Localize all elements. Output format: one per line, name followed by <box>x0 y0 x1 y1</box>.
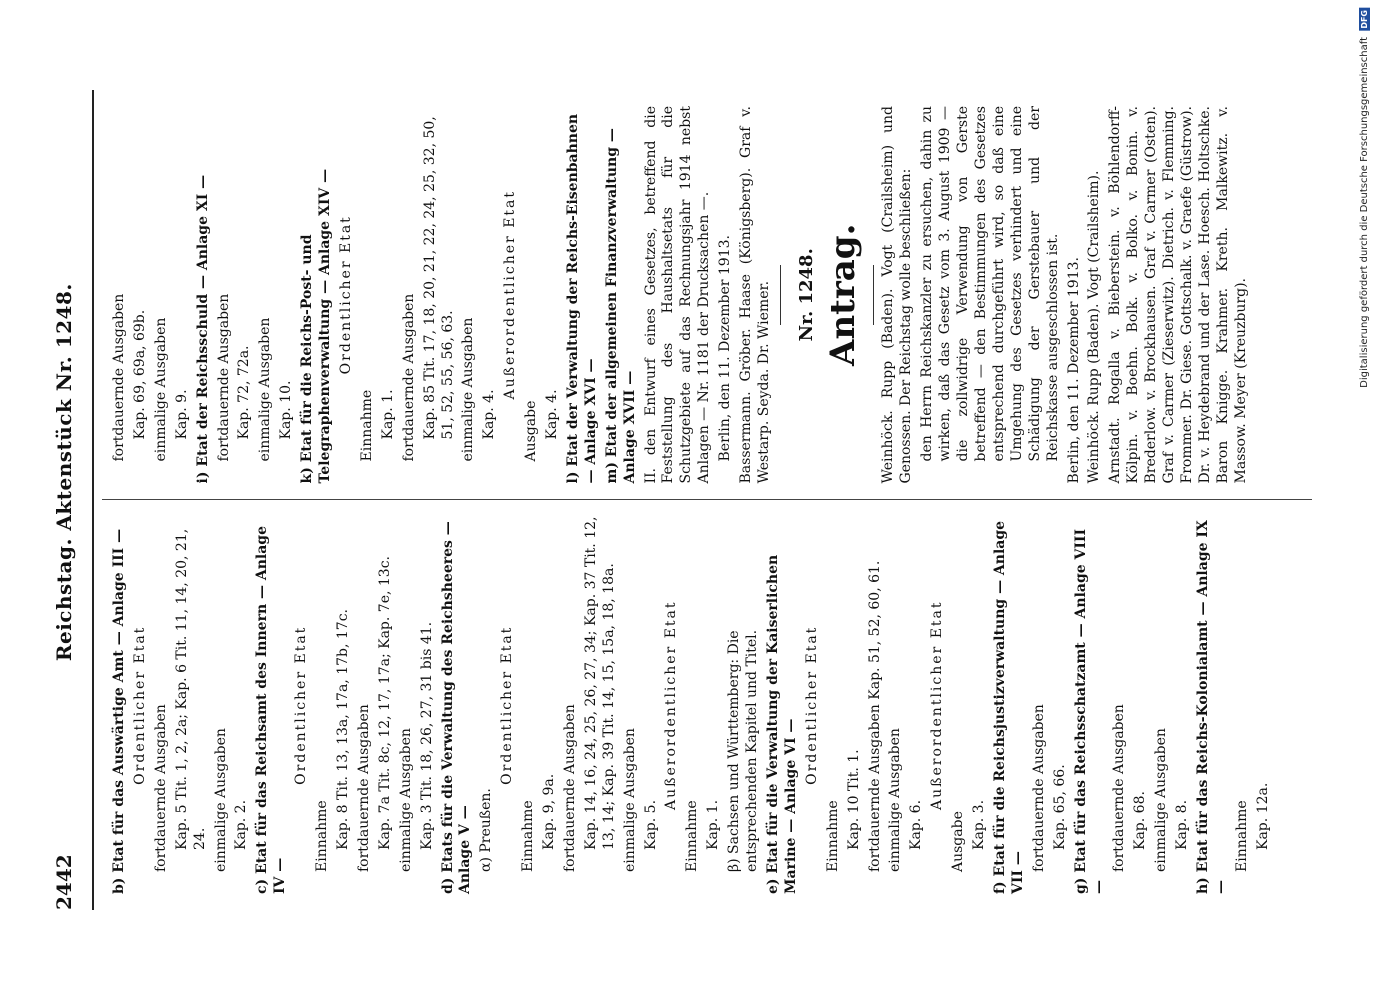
document-line: Bassermann. Gröber. Haase (Königsberg). Graf v. Westarp. Seyda. Dr. Wiemer. <box>737 106 772 484</box>
document-line: c) Etat für das Reichsamt des Innern — Anlage IV — <box>253 525 288 894</box>
document-line: einmalige Ausgaben <box>621 728 638 872</box>
document-line: Einnahme <box>683 800 700 872</box>
document-line: einmalige Ausgaben <box>256 317 273 462</box>
document-line: Einnahme <box>358 389 375 462</box>
document-line: Kap. 4. <box>543 389 560 440</box>
antrag-body <box>880 106 1250 484</box>
document-line: Kap. 10. <box>277 380 294 440</box>
document-line: fortdauernde Ausgaben <box>561 704 578 872</box>
document-line: einmalige Ausgaben <box>397 728 414 872</box>
document-line: e) Etat für die Verwaltung der Kaiserlichen Marine — Anlage VI — <box>764 554 799 894</box>
document-line: Kap. 65, 66. <box>1051 764 1068 850</box>
antrag-paragraph: Weinhöck. Rupp (Baden). Vogt (Crailsheim). <box>1085 170 1102 484</box>
page-header <box>52 90 94 910</box>
document-line: Einnahme <box>1233 800 1250 872</box>
document-line: Außerordentlicher Etat <box>501 189 518 400</box>
document-line: Außerordentlicher Etat <box>928 600 945 811</box>
document-line: Kap. 85 Tit. 17, 18, 20, 21, 22, 24, 25, 32, 50, 51, 52, 55, 56, 63. <box>421 116 455 440</box>
document-line: Kap. 9, 9a. <box>540 773 557 850</box>
document-line: Einnahme <box>519 800 536 872</box>
document-line: i) Etat der Reichsschuld — Anlage XI — <box>194 174 211 484</box>
document-line: Kap. 68. <box>1131 791 1148 850</box>
document-line: Ordentlicher Etat <box>292 625 309 785</box>
document-line: m) Etat der allgemeinen Finanzverwaltung — Anlage XVII — <box>603 128 638 484</box>
document-line: Außerordentlicher Etat <box>662 600 679 811</box>
document-line: Kap. 2. <box>232 799 249 850</box>
divider <box>873 265 874 325</box>
document-line: Kap. 7a Tit. 8c, 12, 17, 17a; Kap. 7e, 13c. <box>376 556 393 850</box>
document-line: fortdauernde Ausgaben <box>152 704 169 872</box>
dfg-sidebar <box>1349 4 1379 996</box>
document-line: g) Etat für das Reichsschatzamt — Anlage VIII — <box>1072 528 1106 894</box>
document-line: Kap. 5. <box>642 799 659 850</box>
document-line: b) Etat für das Auswärtige Amt — Anlage III — <box>110 528 127 894</box>
document-line: Berlin, den 11. Dezember 1913. <box>716 235 733 462</box>
document-line: einmalige Ausgaben <box>152 317 169 462</box>
document-line: Kap. 69, 69a, 69b. <box>131 309 148 440</box>
document-line: d) Etats für die Verwaltung des Reichsheeres — Anlage V — <box>439 521 473 894</box>
document-line: f) Etat für die Reichsjustizverwaltung — Anlage VII — <box>991 520 1026 894</box>
document-line: Kap. 1. <box>704 799 721 850</box>
document-line: fortdauernde Ausgaben <box>110 293 127 462</box>
document-line: fortdauernde Ausgaben <box>215 293 232 462</box>
dfg-logo-icon: DFG <box>1359 10 1369 29</box>
document-line: fortdauernde Ausgaben <box>400 293 417 462</box>
document-line: fortdauernde Ausgaben Kap. 51, 52, 60, 61. <box>866 560 883 872</box>
document-line: k) Etat für die Reichs-Post- und Telegraphenverwaltung — Anlage XIV — <box>298 168 333 484</box>
document-line: Kap. 9. <box>173 389 190 440</box>
document-line: einmalige Ausgaben <box>1152 728 1169 872</box>
document-line: Kap. 3 Tit. 18, 26, 27, 31 bis 41. <box>418 621 435 850</box>
document-line: Kap. 14, 16, 24, 25, 26, 27, 34; Kap. 37 Tit. 12, 13, 14; Kap. 39 Tit. 14, 15, 15a, 18, 18a. <box>582 516 617 850</box>
document-line: fortdauernde Ausgaben <box>1030 704 1047 872</box>
document-line: l) Etat der Verwaltung der Reichs-Eisenbahnen — Anlage XVI — <box>564 113 599 484</box>
document-line: Ordentlicher Etat <box>803 625 820 785</box>
right-column-items <box>111 106 774 484</box>
document-line: h) Etat für das Reichs-Kolonialamt — Anlage IX — <box>1194 520 1229 894</box>
document-line: Ordentlicher Etat <box>337 215 354 375</box>
document-line: fortdauernde Ausgaben <box>355 704 372 872</box>
document-line: Kap. 4. <box>480 389 497 440</box>
dfg-credit: Digitalisierung gefördert durch die Deutsche Forschungsgemeinschaft <box>1358 36 1370 388</box>
right-column <box>102 90 1312 501</box>
document-line: Kap. 3. <box>970 799 987 850</box>
page-number: 2442 <box>51 854 76 910</box>
antrag-paragraph: Arnstadt. Rogalla v. Bieberstein. v. Böhlendorff-Kölpin. v. Boehn. Bolk. v. Bolko. v. Bonin. v. Brederlow. v. Brockhausen. Graf v. Carmer (Osten). Graf v. Carmer (Zieserwitz). Dietrich. v. Flemming. Frommer. Dr. Giese. Gottschalk. v. Graefe (Güstrow). Dr. v. Heydebrand und der Lase. Hoesch. Holtschke. Baron Knigge. Krahmer. Kreth. Malkewitz. v. Massow. Meyer (Kreuzburg). <box>1106 106 1249 484</box>
document-line: fortdauernde Ausgaben <box>1110 704 1127 872</box>
document-line: Einnahme <box>313 800 330 872</box>
antrag-paragraph: Berlin, den 11. Dezember 1913. <box>1065 257 1082 484</box>
document-line: α) Preußen. <box>477 788 494 872</box>
document-line: Kap. 6. <box>907 799 924 850</box>
document-line: Ausgabe <box>522 400 539 462</box>
document-line: Ordentlicher Etat <box>131 625 148 785</box>
document-line: Kap. 1. <box>379 389 396 440</box>
document-line: einmalige Ausgaben <box>459 317 476 462</box>
document-line: Kap. 8 Tit. 13, 13a, 17a, 17b, 17c. <box>334 609 351 850</box>
document-line: Ordentlicher Etat <box>498 625 515 785</box>
left-column <box>102 501 1312 911</box>
antrag-paragraph: Weinhöck. Rupp (Baden). Vogt (Crailsheim) und Genossen. Der Reichstag wolle beschließen: <box>879 106 914 484</box>
document-line: einmalige Ausgaben <box>886 728 903 872</box>
document-line: einmalige Ausgaben <box>212 728 229 872</box>
document-line: Einnahme <box>824 800 841 872</box>
document-line: Ausgabe <box>949 811 966 872</box>
document-line: β) Sachsen und Württemberg: Die entsprechenden Kapitel und Titel. <box>725 629 760 872</box>
document-line: II. den Entwurf eines Gesetzes, betreffend die Feststellung des Haushaltsetats für die Schutzgebiete auf das Rechnungsjahr 1914 nebst Anlagen — Nr. 1181 der Drucksachen —. <box>642 106 712 484</box>
document-line: Kap. 72, 72a. <box>235 345 252 440</box>
page-title: Reichstag. Aktenstück Nr. 1248. <box>51 283 76 662</box>
divider <box>779 265 780 325</box>
document-line: Kap. 5 Tit. 1, 2, 2a; Kap. 6 Tit. 11, 14, 20, 21, 24. <box>173 528 208 850</box>
document-line: Kap. 12a. <box>1254 782 1271 850</box>
antrag-number: Nr. 1248. <box>795 248 817 342</box>
antrag-paragraph: den Herrn Reichskanzler zu ersuchen, dahin zu wirken, daß das Gesetz vom 3. August 1909 — die zollwidrige Verwendung von Gerste betreffend — den Bestimmungen des Gesetzes entsprechend durchgeführt wird, so daß eine Umgehung des Gesetzes verhindert und eine Schädigung der Gerstebauer und der Reichskasse ausgeschlossen ist. <box>918 106 1061 462</box>
document-page <box>42 50 1342 950</box>
document-line: Kap. 8. <box>1173 799 1190 850</box>
antrag-title: Antrag. <box>822 223 863 366</box>
columns <box>102 90 1312 910</box>
document-line: Kap. 10 Tit. 1. <box>845 749 862 850</box>
